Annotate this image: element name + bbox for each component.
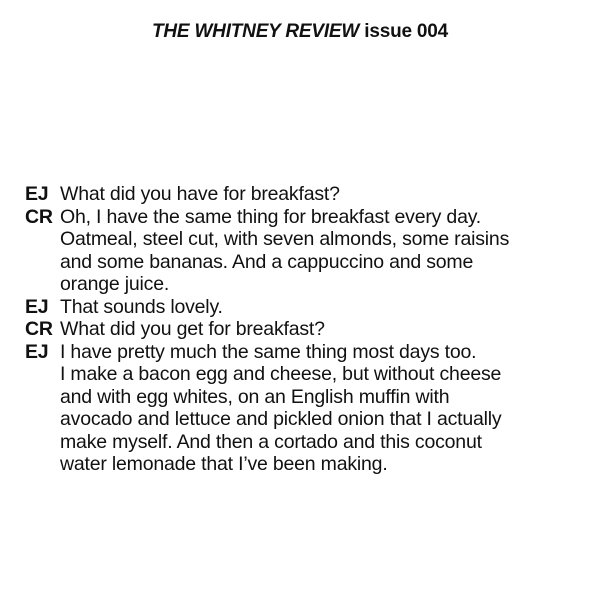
dialogue-line (25, 183, 585, 206)
interview-transcript (25, 183, 585, 476)
speaker-initials: EJ (25, 295, 49, 318)
speaker-initials: CR (25, 318, 53, 340)
speaker-initials: CR (25, 205, 53, 228)
dialogue-text: Oh, I have the same thing for breakfast every day. Oatmeal, steel cut, with seven almonds, some raisins and some bananas. And a cappuccino and some orange juice. (60, 205, 510, 295)
speaker-initials: EJ (25, 183, 49, 205)
dialogue-text: What did you have for breakfast? (60, 183, 340, 205)
dialogue-text: I have pretty much the same thing most days too. I make a bacon egg and cheese, but without cheese and with egg whites, on an English muffin with avocado and lettuce and pickled onion that I actually make myself. And then a cortado and this coconut water lemonade that I’ve been making. (60, 340, 502, 475)
dialogue-line (25, 206, 585, 296)
dialogue-line (25, 296, 585, 319)
publication-title: THE WHITNEY REVIEW (151, 21, 360, 42)
dialogue-text: That sounds lovely. (60, 295, 223, 318)
page-header (0, 20, 600, 44)
dialogue-line (25, 318, 585, 341)
issue-number: issue 004 (364, 21, 449, 42)
dialogue-line (25, 341, 585, 476)
speaker-initials: EJ (25, 340, 49, 363)
dialogue-text: What did you get for breakfast? (60, 318, 325, 340)
